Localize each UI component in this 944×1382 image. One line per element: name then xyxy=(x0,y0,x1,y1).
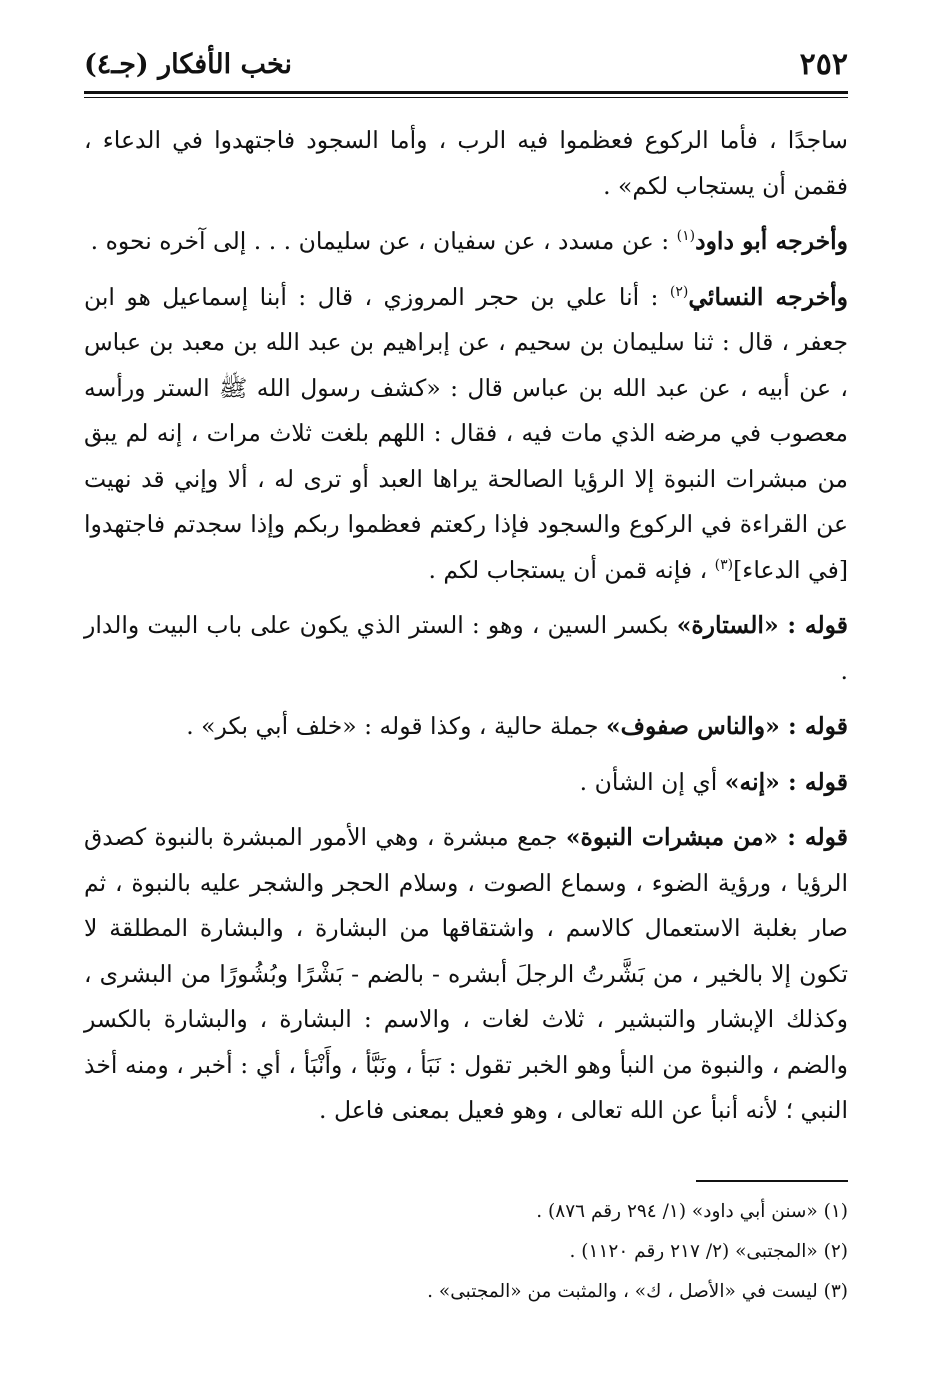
page-number: ٢٥٢ xyxy=(799,46,848,82)
paragraph-3-end: ، فإنه قمن أن يستجاب لكم . xyxy=(428,555,715,584)
book-title: نخب الأفكار (جـ٤) xyxy=(84,48,292,80)
paragraph-2-lead: وأخرجه أبو داود xyxy=(695,227,848,255)
paragraph-5-text: جملة حالية ، وكذا قوله : «خلف أبي بكر» . xyxy=(186,712,606,740)
footnote-2: (٢) «المجتبى» (٢/ ٢١٧ رقم ١١٢٠) . xyxy=(569,1241,848,1262)
footnote-ref-1: (١) xyxy=(676,228,696,245)
footnote-3: (٣) ليست في «الأصل ، ك» ، والمثبت من «المجتبى» . xyxy=(427,1281,848,1302)
footnote-ref-3: (٣) xyxy=(714,556,734,573)
paragraph-4 xyxy=(84,603,848,694)
paragraph-3-lead: وأخرجه النسائي xyxy=(688,282,848,311)
main-text xyxy=(84,118,848,1144)
paragraph-1-text: ساجدًا ، فأما الركوع فعظموا فيه الرب ، وأما السجود فاجتهدوا في الدعاء ، فقمن أن يستجاب لكم» . xyxy=(84,126,848,200)
paragraph-6-lead: قوله : «إنه» xyxy=(724,767,848,796)
header-rule-thin xyxy=(84,97,848,98)
paragraph-7-text: جمع مبشرة ، وهي الأمور المبشرة بالنبوة كصدق الرؤيا ، ورؤية الضوء ، وسماع الصوت ، وسلام الحجر والشجر عليه بالنبوة ، ثم صار بغلبة الاستعمال كالاسم ، واشتقاقها من البشارة ، والبشارة المطلقة لا تكون إلا بالخير ، من بَشَّرتُ الرجلَ أبشره - بالضم - بَشْرًا وبُشُورًا من البشرى ، وكذلك الإبشار والتبشير ، ثلاث لغات ، والاسم : البشارة ، والبشارة بالكسر والضم ، والنبوة من النبأ وهو الخبر تقول : نَبَأ ، ونَبَّأ ، وأَنْبَأ ، أي : أخبر ، ومنه أخذ النبي ؛ لأنه أنبأ عن الله تعالى ، وهو فعيل بمعنى فاعل . xyxy=(84,823,848,1124)
paragraph-7-lead: قوله : «من مبشرات النبوة» xyxy=(565,823,848,851)
footnotes xyxy=(84,1192,848,1312)
paragraph-1 xyxy=(84,118,848,209)
paragraph-3-text: : أنا علي بن حجر المروزي ، قال : أبنا إسماعيل هو ابن جعفر ، قال : ثنا سليمان بن سحيم ، عن إبراهيم بن عبد الله بن معبد بن عباس ، عن أبيه ، عن عبد الله بن عباس قال : «كشف رسول الله ﷺ الستر ورأسه معصوب في مرضه الذي مات فيه ، فقال : اللهم بلغت ثلاث مرات ، إنه لم يبق من مبشرات النبوة إلا الرؤيا الصالحة يراها العبد أو ترى له ، ألا وإني قد نهيت عن القراءة في الركوع والسجود فإذا ركعتم فعظموا ربكم وإذا سجدتم فاجتهدوا [في الدعاء] xyxy=(84,282,848,584)
footnote-separator xyxy=(696,1180,848,1182)
paragraph-2-text: : عن مسدد ، عن سفيان ، عن سليمان . . . إلى آخره نحوه . xyxy=(90,227,677,255)
paragraph-5-lead: قوله : «والناس صفوف» xyxy=(605,712,848,740)
paragraph-6-text: أي إن الشأن . xyxy=(579,767,725,796)
paragraph-4-lead: قوله : «الستارة» xyxy=(676,611,848,639)
footnote-ref-2: (٢) xyxy=(669,283,689,300)
footnote-1: (١) «سنن أبي داود» (١/ ٢٩٤ رقم ٨٧٦) . xyxy=(536,1201,848,1222)
paragraph-3 xyxy=(84,275,848,594)
running-header xyxy=(84,40,848,88)
paragraph-6 xyxy=(84,760,848,806)
paragraph-2 xyxy=(84,219,848,265)
paragraph-4-text: بكسر السين ، وهو : الستر الذي يكون على باب البيت والدار . xyxy=(84,611,848,685)
header-rule-thick xyxy=(84,91,848,94)
paragraph-5 xyxy=(84,704,848,750)
paragraph-7 xyxy=(84,815,848,1134)
